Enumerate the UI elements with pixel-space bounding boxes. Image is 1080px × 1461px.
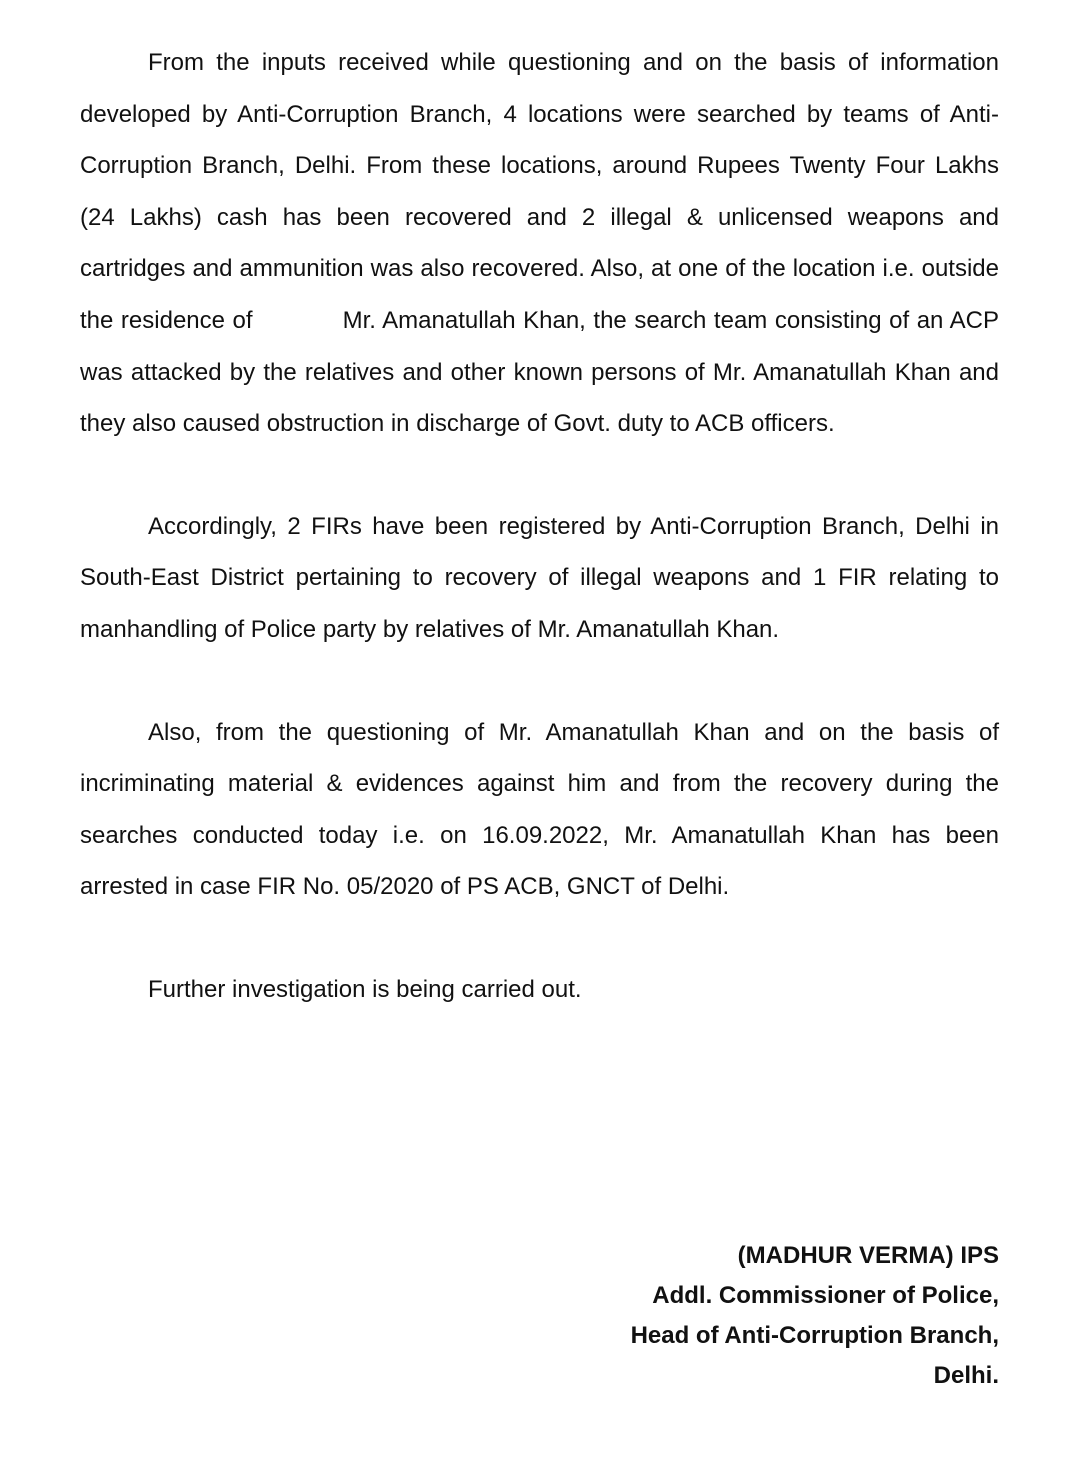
paragraph-search-findings [80,37,999,450]
signatory-designation: Addl. Commissioner of Police, [652,1282,999,1309]
paragraph-search-findings-part2: Mr. Amanatullah Khan, the search team consisting of an ACP was attacked by the relatives and other known persons of Mr. Amanatullah Khan and they also caused obstruction in discharge of Govt. duty to ACB officers. [80,306,999,438]
signatory-name: (MADHUR VERMA) IPS [737,1242,999,1269]
paragraph-firs-registered: Accordingly, 2 FIRs have been registered by Anti-Corruption Branch, Delhi in South-East District pertaining to recovery of illegal weapons and 1 FIR relating to manhandling of Police party by relatives of Mr. Amanatullah Khan. [80,512,999,643]
signature-block [631,1236,999,1396]
signatory-city: Delhi. [933,1362,999,1389]
paragraph-arrest: Also, from the questioning of Mr. Amanatullah Khan and on the basis of incriminating material & evidences against him and from the recovery during the searches conducted today i.e. on 16.09.2022, Mr. Amanatullah Khan has been arrested in case FIR No. 05/2020 of PS ACB, GNCT of Delhi. [80,718,999,901]
signatory-department: Head of Anti-Corruption Branch, [630,1322,999,1349]
press-release-body [80,37,999,1016]
paragraph-search-findings-part1: From the inputs received while questioning and on the basis of information developed by Anti-Corruption Branch, 4 locations were searched by teams of Anti-Corruption Branch, Delhi. From these locations, around Rupees Twenty Four Lakhs (24 Lakhs) cash has been recovered and 2 illegal & unlicensed weapons and cartridges and ammunition was also recovered. Also, at one of the location i.e. outside the residence of [80,49,999,334]
paragraph-further-investigation: Further investigation is being carried out. [148,975,582,1003]
